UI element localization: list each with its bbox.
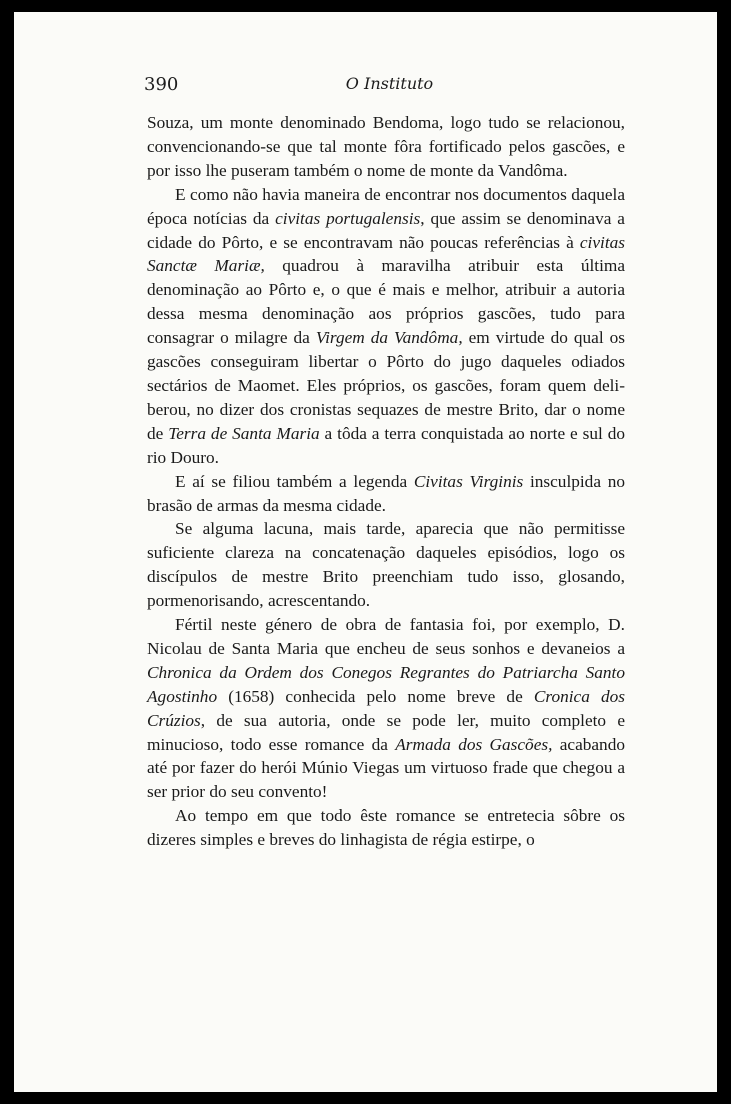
text-segment: (1658) conhecida pelo nome breve de xyxy=(217,686,534,706)
page-header xyxy=(144,68,635,98)
text-segment: Fértil neste género de obra de fantasia foi, por exemplo, D. Nicolau de Santa Maria que encheu de seus sonhos e devaneios a xyxy=(147,615,625,658)
text-segment: E aí se filiou também a legenda xyxy=(175,471,414,491)
paragraph xyxy=(147,183,625,470)
text-segment: insculpida no brasão de armas da mesma cidade. xyxy=(147,471,625,515)
body-text xyxy=(147,111,625,852)
paragraph xyxy=(147,804,625,852)
italic-text: Terra de Santa Maria xyxy=(168,423,320,443)
text-segment: Souza, um monte denominado Bendoma, logo tudo se relacionou, convencionando-se que tal monte fôra fortificado pelos gascões, e por isso lhe puseram também o nome de monte da Vandôma. xyxy=(147,113,625,180)
paragraph xyxy=(147,470,625,518)
paragraph xyxy=(147,517,625,613)
italic-text: civitas Sanctæ Mariæ, xyxy=(147,232,625,276)
text-segment: a tôda a terra conquistada ao norte e sul do rio Douro. xyxy=(147,423,625,467)
book-page xyxy=(14,12,717,1092)
text-segment: Se alguma lacuna, mais tarde, aparecia que não permitisse suficiente clareza na concatenação daqueles episódios, logo os discípulos de mestre Brito preenchiam tudo isso, glosando, pormenorisando, acrescentando. xyxy=(147,519,625,611)
running-title: O Instituto xyxy=(345,74,434,93)
text-segment: Ao tempo em que todo êste romance se entretecia sôbre os dizeres simples e breves do linhagista de régia estirpe, o xyxy=(147,806,625,850)
paragraph xyxy=(147,613,625,804)
text-segment: quadrou à maravilha atribuir esta última denominação ao Pôrto e, o que é mais e melhor, atribuir a autoria dessa mesma denominação aos próprios gascões, tudo para consagrar o milagre da xyxy=(147,256,625,348)
italic-text: Virgem da Vandôma, xyxy=(315,328,463,348)
italic-text: Chronica da Ordem dos Conegos Regrantes do Patriarcha Santo Agostinho xyxy=(147,662,625,706)
text-segment: E como não havia maneira de encontrar nos documentos daquela época notícias da xyxy=(147,184,625,228)
italic-text: Armada dos Gascões, xyxy=(395,734,553,754)
italic-text: civitas portugalensis xyxy=(275,208,421,228)
text-segment: , de sua autoria, onde se pode ler, muito completo e minucioso, todo esse romance da xyxy=(147,710,625,754)
paragraph xyxy=(147,111,625,183)
text-segment: , que assim se denominava a cidade do Pôrto, e se encontravam não poucas referências à xyxy=(147,208,625,252)
italic-text: Cronica dos Crúzios xyxy=(147,686,625,730)
page-number: 390 xyxy=(144,74,179,95)
text-segment: em virtude do qual os gascões conseguiram libertar o Pôrto do jugo daqueles odiados sectários de Maomet. Eles próprios, os gascões, foram quem deliberou, no dizer dos cronistas sequazes de mestre Brito, dar o nome de xyxy=(147,328,625,443)
text-segment: acabando até por fazer do herói Múnio Viegas um virtuoso frade que chegou a ser prior do seu convento! xyxy=(147,734,625,802)
italic-text: Civitas Virginis xyxy=(413,471,524,491)
